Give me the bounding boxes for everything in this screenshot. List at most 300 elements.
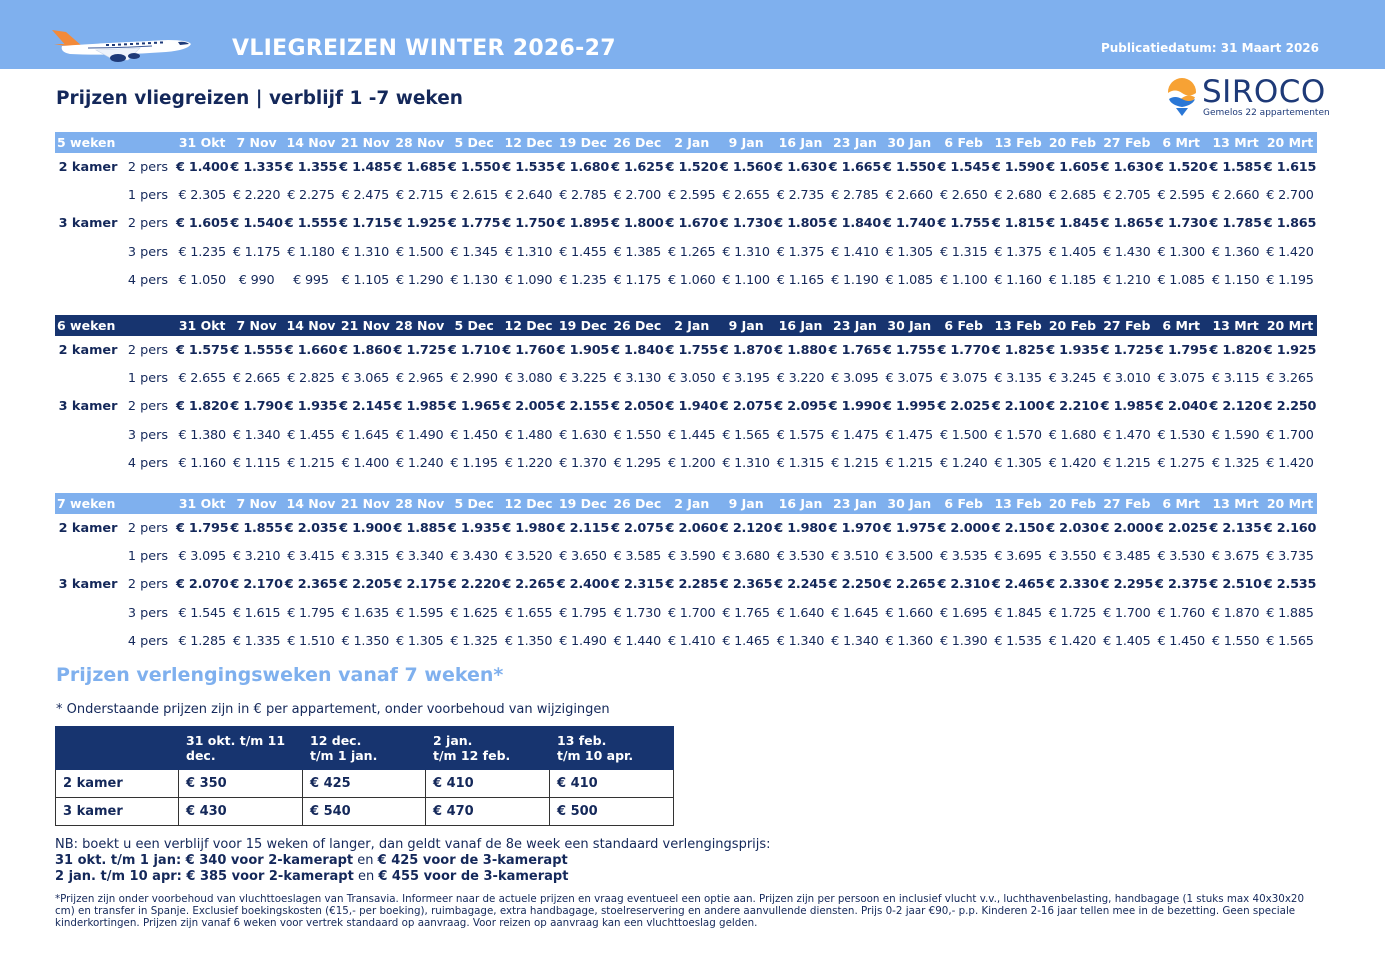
price-cell: € 1.410	[831, 244, 879, 260]
persons-label: 2 pers	[127, 399, 169, 415]
price-cell: € 1.335	[230, 159, 283, 175]
price-cell: € 1.520	[665, 159, 718, 175]
price-cell: € 1.310	[341, 244, 390, 260]
price-cell: € 1.870	[719, 342, 773, 358]
price-cell: € 3.735	[1266, 548, 1314, 564]
price-cell: € 1.565	[722, 427, 770, 443]
price-cell: € 3.075	[939, 370, 988, 386]
price-cell: € 1.905	[556, 342, 610, 358]
price-cell: € 3.315	[341, 548, 390, 564]
price-cell: € 1.355	[284, 159, 338, 175]
price-cell: € 2.075	[611, 520, 664, 536]
price-cell: € 1.630	[1100, 159, 1154, 175]
departure-date-header: 6 Feb	[936, 493, 990, 514]
price-cell: € 1.900	[339, 520, 392, 536]
departure-date-header: 13 Feb	[991, 132, 1045, 153]
price-cell: € 2.030	[1046, 520, 1099, 536]
price-cell: € 2.155	[556, 399, 610, 415]
price-cell: € 1.785	[1209, 216, 1262, 232]
price-cell: € 2.595	[667, 187, 716, 203]
price-cell: € 1.400	[341, 455, 390, 471]
price-cell: € 1.215	[1103, 455, 1151, 471]
price-cell: € 1.870	[1211, 605, 1260, 621]
price-cell: € 1.925	[1263, 342, 1317, 358]
price-cell: € 1.680	[556, 159, 610, 175]
price-cell: € 2.100	[991, 399, 1045, 415]
price-row	[55, 514, 1317, 542]
price-cell: € 1.790	[230, 399, 283, 415]
departure-date-header: 16 Jan	[773, 315, 827, 336]
departure-date-header: 2 Jan	[665, 493, 719, 514]
price-cell: € 1.485	[339, 159, 392, 175]
price-cell: € 2.210	[1046, 399, 1099, 415]
departure-date-header: 6 Feb	[936, 315, 990, 336]
price-cell: € 1.100	[722, 272, 770, 288]
price-cell: € 1.390	[939, 633, 988, 649]
departure-date-header: 19 Dec	[556, 132, 610, 153]
price-cell: € 1.660	[284, 342, 338, 358]
price-cell: € 1.195	[1266, 272, 1314, 288]
price-cell: € 2.660	[1211, 187, 1260, 203]
price-cell: € 1.550	[1211, 633, 1260, 649]
departure-date-header: 27 Feb	[1100, 315, 1154, 336]
price-cell: € 1.995	[883, 399, 936, 415]
price-cell: € 1.150	[1211, 272, 1260, 288]
price-cell: € 3.430	[450, 548, 498, 564]
departure-date-header: 16 Jan	[773, 132, 827, 153]
price-cell: € 2.000	[937, 520, 990, 536]
price-cell: € 1.645	[341, 427, 390, 443]
nb-note	[55, 837, 771, 885]
price-row	[55, 336, 1317, 364]
price-cell: € 1.550	[883, 159, 936, 175]
price-cell: € 2.175	[393, 577, 446, 593]
price-cell: € 1.345	[450, 244, 498, 260]
header-spacer	[121, 493, 175, 514]
price-cell: € 3.095	[831, 370, 879, 386]
price-table-block	[55, 493, 1317, 655]
price-row	[55, 571, 1317, 599]
price-cell: € 1.770	[937, 342, 990, 358]
price-cell: € 1.980	[774, 520, 827, 536]
price-cell: € 2.310	[937, 577, 990, 593]
price-cell: € 1.105	[341, 272, 390, 288]
price-cell: € 1.305	[885, 244, 933, 260]
nb-line-1: NB: boekt u een verblijf voor 15 weken of langer, dan geldt vanaf de 8e week een standaard verlengingsprijs:	[55, 837, 771, 852]
price-cell: € 2.595	[1157, 187, 1205, 203]
top-banner	[0, 0, 1385, 69]
price-cell: € 1.540	[230, 216, 283, 232]
price-cell: € 1.085	[1157, 272, 1205, 288]
price-cell: € 1.840	[828, 216, 882, 232]
price-cell: € 1.265	[667, 244, 716, 260]
price-cell: € 2.000	[1100, 520, 1154, 536]
price-cell: € 3.195	[722, 370, 770, 386]
departure-date-header: 6 Mrt	[1154, 132, 1208, 153]
room-type-label	[55, 421, 121, 449]
stay-duration-label: 5 weken	[55, 132, 121, 153]
price-cell: € 1.740	[883, 216, 936, 232]
price-cell: € 1.360	[1211, 244, 1260, 260]
price-cell: € 2.615	[450, 187, 498, 203]
departure-date-header: 20 Mrt	[1263, 315, 1317, 336]
extension-price: € 540	[303, 798, 426, 826]
departure-date-header: 31 Okt	[175, 315, 229, 336]
price-cell: € 1.375	[776, 244, 825, 260]
price-cell: € 1.400	[175, 159, 229, 175]
room-type-label: 2 kamer	[58, 159, 118, 175]
price-cell: € 1.975	[883, 520, 936, 536]
departure-date-header: 27 Feb	[1100, 132, 1154, 153]
price-cell: € 2.365	[719, 577, 773, 593]
room-type-label	[55, 449, 121, 477]
price-cell: € 2.825	[287, 370, 335, 386]
price-cell: € 1.630	[559, 427, 607, 443]
departure-date-header: 5 Dec	[447, 132, 501, 153]
departure-date-header: 30 Jan	[882, 493, 936, 514]
price-cell: € 1.115	[232, 455, 281, 471]
room-type-label: 3 kamer	[58, 216, 118, 232]
price-cell: € 1.555	[284, 216, 338, 232]
price-cell: € 1.795	[287, 605, 335, 621]
price-cell: € 2.220	[447, 577, 501, 593]
price-cell: € 2.025	[937, 399, 990, 415]
price-cell: € 2.145	[339, 399, 392, 415]
logo-wordmark: SIROCO	[1202, 74, 1326, 110]
price-cell: € 3.675	[1211, 548, 1260, 564]
price-cell: € 1.725	[1048, 605, 1097, 621]
section-title: Prijzen vliegreizen | verblijf 1 -7 weken	[56, 88, 463, 109]
departure-date-header: 20 Mrt	[1263, 493, 1317, 514]
price-cell: € 1.625	[450, 605, 498, 621]
price-cell: € 1.160	[178, 455, 226, 471]
departure-date-header: 9 Jan	[719, 493, 773, 514]
price-cell: € 1.240	[396, 455, 444, 471]
price-cell: € 1.865	[1100, 216, 1154, 232]
price-cell: € 2.040	[1155, 399, 1208, 415]
departure-date-header: 12 Dec	[501, 132, 555, 153]
price-cell: € 1.765	[828, 342, 882, 358]
departure-date-header: 13 Feb	[991, 315, 1045, 336]
price-cell: € 1.235	[559, 272, 607, 288]
price-cell: € 1.860	[339, 342, 392, 358]
departure-date-header: 28 Nov	[393, 132, 447, 153]
price-cell: € 2.095	[774, 399, 827, 415]
departure-date-header: 14 Nov	[284, 493, 338, 514]
price-cell: € 1.360	[885, 633, 933, 649]
persons-label: 1 pers	[127, 370, 169, 386]
nb-line-2: 31 okt. t/m 1 jan: € 340 voor 2-kamerapt en € 425 voor de 3-kamerapt	[55, 853, 568, 868]
price-cell: € 1.755	[937, 216, 990, 232]
extension-note: * Onderstaande prijzen zijn in € per appartement, onder voorbehoud van wijzigingen	[56, 702, 610, 717]
price-cell: € 1.545	[178, 605, 226, 621]
price-cell: € 1.985	[393, 399, 446, 415]
price-cell: € 1.310	[504, 244, 553, 260]
price-cell: € 1.385	[613, 244, 662, 260]
price-cell: € 1.695	[939, 605, 988, 621]
price-cell: € 1.535	[502, 159, 555, 175]
price-cell: € 1.350	[504, 633, 553, 649]
price-cell: € 1.670	[665, 216, 718, 232]
extension-room-label: 3 kamer	[56, 798, 179, 826]
price-cell: € 3.095	[178, 548, 226, 564]
price-cell: € 1.300	[1157, 244, 1205, 260]
price-cell: € 1.825	[991, 342, 1045, 358]
departure-date-header: 6 Feb	[936, 132, 990, 153]
price-row	[55, 449, 1317, 477]
price-cell: € 1.370	[559, 455, 607, 471]
price-cell: € 1.160	[994, 272, 1042, 288]
extension-price: € 350	[179, 770, 303, 798]
persons-label: 2 pers	[127, 577, 169, 593]
price-cell: € 1.575	[175, 342, 229, 358]
price-cell: € 3.115	[1211, 370, 1260, 386]
price-cell: € 1.550	[447, 159, 501, 175]
departure-date-header: 31 Okt	[175, 493, 229, 514]
departure-date-header: 13 Mrt	[1208, 315, 1262, 336]
price-cell: € 2.965	[396, 370, 444, 386]
extension-header-period-1: 31 okt. t/m 11 dec.	[179, 727, 303, 770]
persons-label: 2 pers	[127, 342, 169, 358]
price-cell: € 1.935	[447, 520, 501, 536]
price-cell: € 3.075	[885, 370, 933, 386]
price-cell: € 1.175	[613, 272, 662, 288]
price-cell: € 1.560	[719, 159, 773, 175]
extension-price: € 470	[426, 798, 550, 826]
persons-label: 2 pers	[127, 520, 169, 536]
price-cell: € 1.085	[885, 272, 933, 288]
price-cell: € 1.845	[1046, 216, 1099, 232]
price-cell: € 3.075	[1157, 370, 1205, 386]
price-cell: € 2.060	[665, 520, 718, 536]
price-cell: € 3.220	[776, 370, 825, 386]
price-cell: € 2.250	[1263, 399, 1317, 415]
price-cell: € 2.315	[611, 577, 664, 593]
header-spacer	[121, 132, 175, 153]
price-cell: € 2.400	[556, 577, 610, 593]
price-cell: € 1.100	[939, 272, 988, 288]
price-cell: € 1.940	[665, 399, 718, 415]
price-cell: € 1.820	[1209, 342, 1262, 358]
fine-print: *Prijzen zijn onder voorbehoud van vluchttoeslagen van Transavia. Informeer naar de actuele prijzen en vraag eventueel een optie aan. Prijzen zijn per persoon en inclusief vlucht v.v., luchthavenbelasting, handbagage (1 stuks max 40x30x20 cm) en transfer in Spanje. Exclusief boekingskosten (€15,- per boeking), ruimbagage, extra handbagage, stoelreservering en andere aanvullende diensten. Prijs 0-2 jaar €90,- p.p. Kinderen 2-16 jaar tellen mee in de bezetting. Geen speciale kinderkortingen. Prijzen zijn vanaf 6 weken voor vertrek standaard op aanvraag. Voor reizen op aanvraag kan een vluchttoeslag gelden.	[55, 893, 1305, 929]
price-cell: € 1.680	[1048, 427, 1097, 443]
persons-label: 1 pers	[127, 548, 169, 564]
price-cell: € 2.205	[339, 577, 392, 593]
price-cell: € 2.660	[885, 187, 933, 203]
price-cell: € 1.750	[502, 216, 555, 232]
price-cell: € 1.325	[1211, 455, 1260, 471]
price-cell: € 1.195	[450, 455, 498, 471]
price-cell: € 1.730	[719, 216, 773, 232]
airplane-icon	[48, 26, 196, 66]
departure-date-header: 2 Jan	[665, 132, 719, 153]
price-cell: € 1.410	[667, 633, 716, 649]
price-cell: € 1.935	[284, 399, 338, 415]
price-cell: € 1.755	[665, 342, 718, 358]
price-cell: € 1.885	[1266, 605, 1314, 621]
price-cell: € 1.990	[828, 399, 882, 415]
price-cell: € 2.265	[883, 577, 936, 593]
departure-date-header: 30 Jan	[882, 132, 936, 153]
price-cell: € 2.655	[178, 370, 226, 386]
price-cell: € 1.240	[939, 455, 988, 471]
price-cell: € 1.310	[722, 244, 770, 260]
stay-duration-label: 7 weken	[55, 493, 121, 514]
price-cell: € 3.265	[1266, 370, 1314, 386]
price-cell: € 1.480	[504, 427, 553, 443]
departure-date-header: 13 Mrt	[1208, 493, 1262, 514]
price-cell: € 1.965	[447, 399, 501, 415]
price-cell: € 3.590	[667, 548, 716, 564]
extension-header-empty	[56, 727, 179, 770]
price-cell: € 1.305	[396, 633, 444, 649]
price-cell: € 2.120	[719, 520, 773, 536]
price-cell: € 2.070	[175, 577, 229, 593]
departure-date-header: 23 Jan	[828, 493, 882, 514]
price-row	[55, 599, 1317, 627]
price-cell: € 3.010	[1103, 370, 1151, 386]
price-cell: € 1.590	[991, 159, 1045, 175]
price-cell: € 1.500	[939, 427, 988, 443]
price-cell: € 1.985	[1100, 399, 1154, 415]
departure-date-header: 27 Feb	[1100, 493, 1154, 514]
departure-date-header: 28 Nov	[393, 315, 447, 336]
persons-label: 3 pers	[127, 605, 169, 621]
departure-date-header: 7 Nov	[229, 493, 283, 514]
price-cell: € 2.650	[939, 187, 988, 203]
price-cell: € 2.365	[284, 577, 338, 593]
departure-date-header: 2 Jan	[665, 315, 719, 336]
price-cell: € 2.785	[559, 187, 607, 203]
price-table-header-row	[55, 315, 1317, 336]
price-cell: € 1.375	[994, 244, 1042, 260]
price-cell: € 3.520	[504, 548, 553, 564]
price-cell: € 1.800	[611, 216, 664, 232]
price-cell: € 1.630	[774, 159, 827, 175]
price-cell: € 1.475	[885, 427, 933, 443]
price-cell: € 2.275	[287, 187, 335, 203]
price-cell: € 1.130	[450, 272, 498, 288]
price-cell: € 1.545	[937, 159, 990, 175]
extension-header-period-2: 12 dec. t/m 1 jan.	[303, 727, 426, 770]
price-cell: € 1.635	[341, 605, 390, 621]
price-cell: € 1.340	[776, 633, 825, 649]
price-cell: € 3.340	[396, 548, 444, 564]
price-cell: € 2.305	[178, 187, 226, 203]
price-cell: € 2.705	[1103, 187, 1151, 203]
persons-label: 1 pers	[127, 187, 169, 203]
price-cell: € 3.485	[1103, 548, 1151, 564]
extension-room-label: 2 kamer	[56, 770, 179, 798]
price-cell: € 2.250	[828, 577, 882, 593]
price-cell: € 1.640	[776, 605, 825, 621]
sun-wave-logo-icon	[1166, 76, 1198, 118]
price-cell: € 1.520	[1155, 159, 1208, 175]
price-cell: € 1.220	[504, 455, 553, 471]
price-cell: € 1.510	[287, 633, 335, 649]
price-row	[55, 181, 1317, 209]
price-cell: € 2.120	[1209, 399, 1262, 415]
persons-label: 4 pers	[127, 272, 169, 288]
departure-date-header: 13 Mrt	[1208, 132, 1262, 153]
price-cell: € 1.970	[828, 520, 882, 536]
price-cell: € 2.265	[502, 577, 555, 593]
departure-date-header: 14 Nov	[284, 315, 338, 336]
price-row	[55, 364, 1317, 392]
departure-date-header: 7 Nov	[229, 315, 283, 336]
price-cell: € 3.530	[1157, 548, 1205, 564]
departure-date-header: 23 Jan	[828, 132, 882, 153]
extension-price: € 425	[303, 770, 426, 798]
price-cell: € 1.660	[885, 605, 933, 621]
room-type-label	[55, 599, 121, 627]
price-table-block	[55, 132, 1317, 294]
price-cell: € 2.715	[396, 187, 444, 203]
price-table-header-row	[55, 132, 1317, 153]
price-cell: € 1.450	[1157, 633, 1205, 649]
persons-label: 3 pers	[127, 244, 169, 260]
price-cell: € 1.730	[613, 605, 662, 621]
price-row	[55, 210, 1317, 238]
price-cell: € 2.150	[991, 520, 1045, 536]
price-cell: € 1.060	[667, 272, 716, 288]
room-type-label: 3 kamer	[58, 577, 118, 593]
price-cell: € 1.380	[178, 427, 226, 443]
price-cell: € 3.650	[559, 548, 607, 564]
price-cell: € 1.475	[831, 427, 879, 443]
price-cell: € 1.855	[230, 520, 283, 536]
price-cell: € 1.290	[396, 272, 444, 288]
price-cell: € 2.050	[611, 399, 664, 415]
price-cell: € 1.210	[1103, 272, 1151, 288]
departure-date-header: 7 Nov	[229, 132, 283, 153]
price-row	[55, 238, 1317, 266]
price-cell: € 2.655	[722, 187, 770, 203]
price-cell: € 1.215	[885, 455, 933, 471]
price-cell: € 1.820	[175, 399, 229, 415]
departure-date-header: 20 Feb	[1045, 132, 1099, 153]
price-cell: € 1.450	[450, 427, 498, 443]
price-cell: € 2.475	[341, 187, 390, 203]
price-cell: € 1.700	[1103, 605, 1151, 621]
departure-date-header: 21 Nov	[338, 132, 392, 153]
price-cell: € 1.430	[1103, 244, 1151, 260]
price-cell: € 1.765	[722, 605, 770, 621]
price-cell: € 2.685	[1048, 187, 1097, 203]
price-cell: € 1.405	[1048, 244, 1097, 260]
price-cell: € 1.815	[991, 216, 1045, 232]
price-cell: € 995	[293, 272, 329, 288]
extension-price: € 410	[550, 770, 674, 798]
price-cell: € 1.275	[1157, 455, 1205, 471]
price-cell: € 1.405	[1103, 633, 1151, 649]
stay-duration-label: 6 weken	[55, 315, 121, 336]
price-cell: € 2.075	[719, 399, 773, 415]
price-cell: € 1.595	[396, 605, 444, 621]
publication-date: Publicatiedatum: 31 Maart 2026	[1100, 41, 1319, 55]
room-type-label	[55, 364, 121, 392]
price-cell: € 1.625	[611, 159, 664, 175]
price-cell: € 990	[238, 272, 275, 288]
price-cell: € 2.135	[1209, 520, 1262, 536]
logo-tagline: Gemelos 22 appartementen	[1203, 108, 1330, 118]
price-cell: € 1.500	[396, 244, 444, 260]
price-cell: € 1.775	[447, 216, 501, 232]
price-cell: € 1.980	[502, 520, 555, 536]
page-title: VLIEGREIZEN WINTER 2026-27	[232, 36, 616, 61]
persons-label: 2 pers	[127, 216, 169, 232]
price-cell: € 1.185	[1048, 272, 1097, 288]
